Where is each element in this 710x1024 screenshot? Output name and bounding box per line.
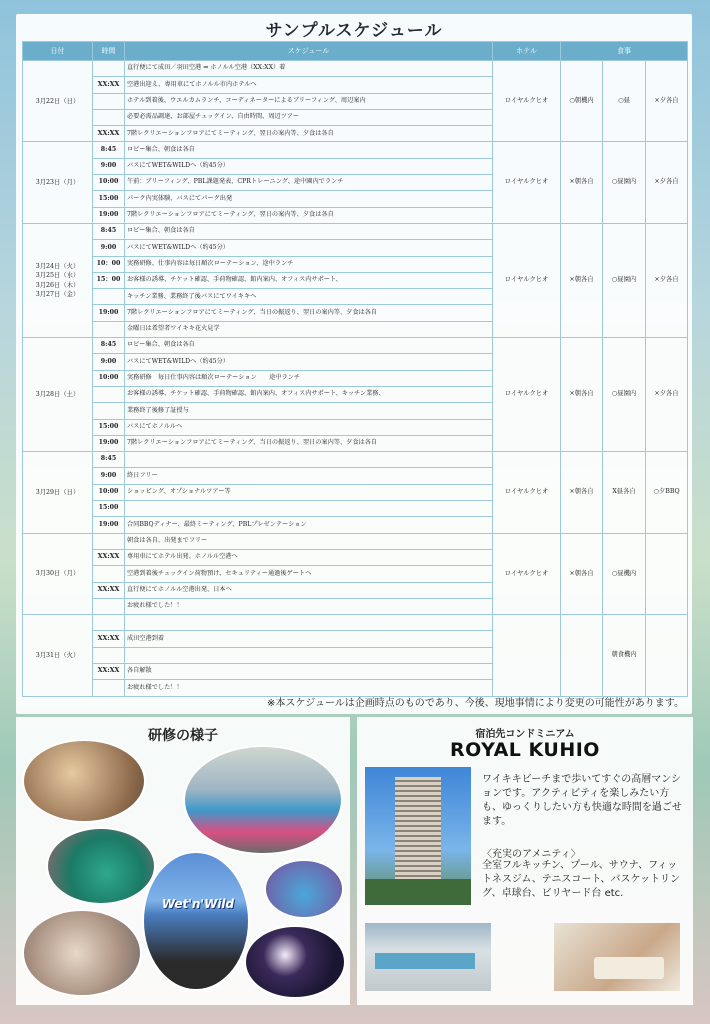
schedule-activity: お客様の誘導、チケット確認、手荷物確認、館内案内、オフィス内サポート、キッチン業務、 <box>125 386 493 402</box>
schedule-time: 9:00 <box>93 468 125 484</box>
schedule-time <box>93 647 125 663</box>
training-photo-classroom <box>22 909 142 997</box>
schedule-date <box>23 452 93 533</box>
schedule-time: 15:00 <box>93 501 125 517</box>
schedule-activity: 直行便にて成田／羽田空港 ⇒ ホノルル空港（XX:XX）着 <box>125 61 493 77</box>
schedule-time: 10:00 <box>93 484 125 500</box>
schedule-activity: 空港出迎え、専用車にてホノルル市内ホテルへ <box>125 77 493 93</box>
schedule-activity: ロビー集合、朝食は各自 <box>125 223 493 239</box>
schedule-time: 8:45 <box>93 223 125 239</box>
schedule-activity: キッチン業務、業務終了後バスにてワイキキへ <box>125 289 493 305</box>
schedule-activity: バスにてWET&WILDへ（約45分） <box>125 240 493 256</box>
schedule-time: XX:XX <box>93 549 125 565</box>
schedule-activity: 7階レクリエーションフロアにてミーティング、翌日の案内等、夕食は各自 <box>125 126 493 142</box>
schedule-time: XX:XX <box>93 77 125 93</box>
schedule-activity: バスにてホノルルへ <box>125 419 493 435</box>
schedule-activity: お疲れ様でした！！ <box>125 680 493 696</box>
table-row <box>23 223 688 239</box>
date-text: 3月25日（水） <box>35 272 80 280</box>
schedule-activity: 実務研修、仕事内容は毎日順次ローテーション、途中ランチ <box>125 256 493 272</box>
hotel-name: ROYAL KUHIO <box>450 739 600 761</box>
schedule-meal: ×夕各自 <box>646 142 688 223</box>
col-date: 日付 <box>23 42 93 61</box>
schedule-meal <box>646 533 688 614</box>
date-text: 3月26日（木） <box>35 281 80 289</box>
date-text: 3月28日（土） <box>35 390 80 398</box>
date-text: 3月29日（日） <box>35 488 80 496</box>
hotel-subtitle: 宿泊先コンドミニアム <box>475 729 575 740</box>
schedule-time <box>93 93 125 109</box>
schedule-time: 19:00 <box>93 305 125 321</box>
schedule-activity: 終日フリー <box>125 468 493 484</box>
schedule-time <box>93 289 125 305</box>
schedule-date <box>23 338 93 452</box>
schedule-panel <box>16 14 692 714</box>
schedule-time: 9:00 <box>93 240 125 256</box>
date-text: 3月27日（金） <box>35 290 80 298</box>
schedule-meal: ×朝各自 <box>561 223 603 337</box>
table-header-row <box>23 42 688 61</box>
schedule-activity: 空港到着後チェックイン荷物預け、セキュリティー通過後ゲートへ <box>125 566 493 582</box>
waterpark-sign: Wet'n'Wild <box>161 897 235 911</box>
schedule-activity: 実務研修 毎日仕事内容は順次ローテーション 途中ランチ <box>125 370 493 386</box>
schedule-meal: ○昼園内 <box>603 142 646 223</box>
schedule-meal <box>561 615 603 696</box>
hotel-section <box>357 717 693 1005</box>
schedule-meal: 朝食機内 <box>603 615 646 696</box>
schedule-time: 15：00 <box>93 272 125 288</box>
schedule-activity: ショッピング、オプショナルツアー等 <box>125 484 493 500</box>
schedule-hotel <box>493 615 561 696</box>
schedule-activity: 7階レクリエーションフロアにてミーティング、翌日の案内等、夕食は各自 <box>125 207 493 223</box>
schedule-activity: ロビー集合、朝食は各自 <box>125 142 493 158</box>
schedule-date <box>23 615 93 696</box>
schedule-note: ※本スケジュールは企画時点のものであり、今後、現地事情により変更の可能性があります。 <box>267 698 684 709</box>
schedule-time <box>93 533 125 549</box>
col-time: 時間 <box>93 42 125 61</box>
col-meal: 食事 <box>561 42 688 61</box>
schedule-activity: 午前：ブリーフィング、PBL課題発表、CPRトレーニング、途中園内でランチ <box>125 175 493 191</box>
date-text: 3月23日（月） <box>35 179 80 186</box>
schedule-time: XX:XX <box>93 631 125 647</box>
schedule-activity: 必要必需品調達、お部屋チェックイン、自由時間、周辺ツアー <box>125 109 493 125</box>
training-photo-fireworks <box>244 925 346 999</box>
schedule-time <box>93 598 125 614</box>
schedule-hotel: ロイヤルクヒオ <box>493 338 561 452</box>
schedule-time <box>93 386 125 402</box>
table-row <box>23 338 688 354</box>
schedule-meal: ×夕各自 <box>646 338 688 452</box>
schedule-activity: 7階レクリエーションフロアにてミーティング、当日の振返り、翌日の案内等、夕食は各自 <box>125 435 493 451</box>
schedule-activity: ホテル到着後、ウエルカムランチ、コーディネーターによるブリーフィング、周辺案内 <box>125 93 493 109</box>
table-row <box>23 61 688 77</box>
schedule-time: 9:00 <box>93 354 125 370</box>
schedule-meal: ×朝各自 <box>561 452 603 533</box>
schedule-meal: ○朝機内 <box>561 61 603 142</box>
schedule-time: XX:XX <box>93 126 125 142</box>
schedule-time: 19:00 <box>93 435 125 451</box>
training-section <box>16 717 350 1005</box>
schedule-table <box>22 41 688 697</box>
col-schedule: スケジュール <box>125 42 493 61</box>
schedule-time: 15:00 <box>93 191 125 207</box>
schedule-time <box>93 109 125 125</box>
schedule-time: XX:XX <box>93 663 125 679</box>
schedule-time <box>93 615 125 631</box>
schedule-meal <box>646 615 688 696</box>
schedule-time <box>93 566 125 582</box>
schedule-meal: ○昼園内 <box>603 223 646 337</box>
schedule-time: XX:XX <box>93 582 125 598</box>
schedule-hotel: ロイヤルクヒオ <box>493 223 561 337</box>
schedule-activity: ロビー集合、朝食は各自 <box>125 338 493 354</box>
schedule-activity: 成田空港到着 <box>125 631 493 647</box>
schedule-activity: 専用車にてホテル出発、ホノルル空港へ <box>125 549 493 565</box>
schedule-meal: ×朝各自 <box>561 533 603 614</box>
schedule-date <box>23 223 93 337</box>
schedule-meal: ○昼園内 <box>603 338 646 452</box>
training-heading: 研修の様子 <box>148 728 218 744</box>
schedule-time: 8:45 <box>93 452 125 468</box>
page-title: サンプルスケジュール <box>265 21 443 41</box>
schedule-activity <box>125 647 493 663</box>
table-row <box>23 142 688 158</box>
schedule-time: 10：00 <box>93 256 125 272</box>
schedule-time: 19:00 <box>93 207 125 223</box>
schedule-date <box>23 533 93 614</box>
training-photo-dining <box>22 739 146 823</box>
schedule-meal: ×朝各自 <box>561 338 603 452</box>
schedule-activity <box>125 615 493 631</box>
schedule-meal: ○夕BBQ <box>646 452 688 533</box>
schedule-time: 10:00 <box>93 175 125 191</box>
table-row <box>23 615 688 631</box>
schedule-hotel: ロイヤルクヒオ <box>493 142 561 223</box>
schedule-time <box>93 321 125 337</box>
schedule-hotel: ロイヤルクヒオ <box>493 533 561 614</box>
schedule-hotel: ロイヤルクヒオ <box>493 452 561 533</box>
schedule-activity: バスにてWET&WILDへ（約45分） <box>125 158 493 174</box>
amenity-heading: 〈充実のアメニティ〉 <box>482 849 581 860</box>
col-hotel: ホテル <box>493 42 561 61</box>
schedule-activity: 金曜日は希望者ワイキキ花火見学 <box>125 321 493 337</box>
schedule-activity: 各自解散 <box>125 663 493 679</box>
hotel-description: ワイキキビーチまで歩いてすぐの高層マンションです。アクティビティを楽しみたい方も、ゆっくりしたい方も快適な時間を過ごせます。 <box>482 774 682 827</box>
schedule-date <box>23 142 93 223</box>
schedule-hotel: ロイヤルクヒオ <box>493 61 561 142</box>
schedule-activity: お客様の誘導、チケット確認、手荷物確認、館内案内、オフィス内サポート、 <box>125 272 493 288</box>
schedule-activity: お疲れ様でした！！ <box>125 598 493 614</box>
training-photo-team <box>264 859 344 919</box>
training-photo-waterpark <box>142 851 250 991</box>
hotel-pool-photo <box>365 923 491 991</box>
date-text: 3月30日（月） <box>35 570 80 578</box>
schedule-activity: 業務終了後修了証授与 <box>125 403 493 419</box>
schedule-meal: ×夕各自 <box>646 61 688 142</box>
table-row <box>23 452 688 468</box>
schedule-meal: ×夕各自 <box>646 223 688 337</box>
schedule-meal: ×朝各自 <box>561 142 603 223</box>
schedule-time: 9:00 <box>93 158 125 174</box>
hotel-room-photo <box>554 923 680 991</box>
schedule-time: 19:00 <box>93 517 125 533</box>
schedule-meal: ○昼機内 <box>603 533 646 614</box>
schedule-activity: バスにてWET&WILDへ（約45分） <box>125 354 493 370</box>
training-photo-group <box>183 745 343 855</box>
schedule-activity: 7階レクリエーションフロアにてミーティング、当日の振返り、翌日の案内等、夕食は各自 <box>125 305 493 321</box>
date-text: 3月31日（火） <box>35 651 80 659</box>
schedule-activity: 合同BBQディナー、最終ミーティング、PBLプレゼンテーション <box>125 517 493 533</box>
schedule-activity: 朝食は各自、出発までフリー <box>125 533 493 549</box>
date-text: 3月22日（日） <box>35 97 80 105</box>
schedule-activity <box>125 452 493 468</box>
date-text: 3月24日（火） <box>35 262 80 270</box>
amenity-list: 全室フルキッチン、プール、サウナ、フィットネスジム、テニスコート、バスケットリング、卓球台、ビリヤード台 etc. <box>482 860 680 899</box>
training-photo-billiards <box>46 827 156 905</box>
schedule-date <box>23 61 93 142</box>
schedule-time <box>93 403 125 419</box>
schedule-meal: X昼各自 <box>603 452 646 533</box>
schedule-time: 8:45 <box>93 338 125 354</box>
schedule-meal: ○昼 <box>603 61 646 142</box>
schedule-activity: パーク内実体験、バスにてパーク出発 <box>125 191 493 207</box>
schedule-time: 8:45 <box>93 142 125 158</box>
schedule-time: 15:00 <box>93 419 125 435</box>
table-row <box>23 533 688 549</box>
schedule-activity <box>125 501 493 517</box>
schedule-time: 10:00 <box>93 370 125 386</box>
schedule-time <box>93 61 125 77</box>
schedule-activity: 直行便にてホノルル空港出発、日本へ <box>125 582 493 598</box>
hotel-building-photo <box>365 767 471 905</box>
